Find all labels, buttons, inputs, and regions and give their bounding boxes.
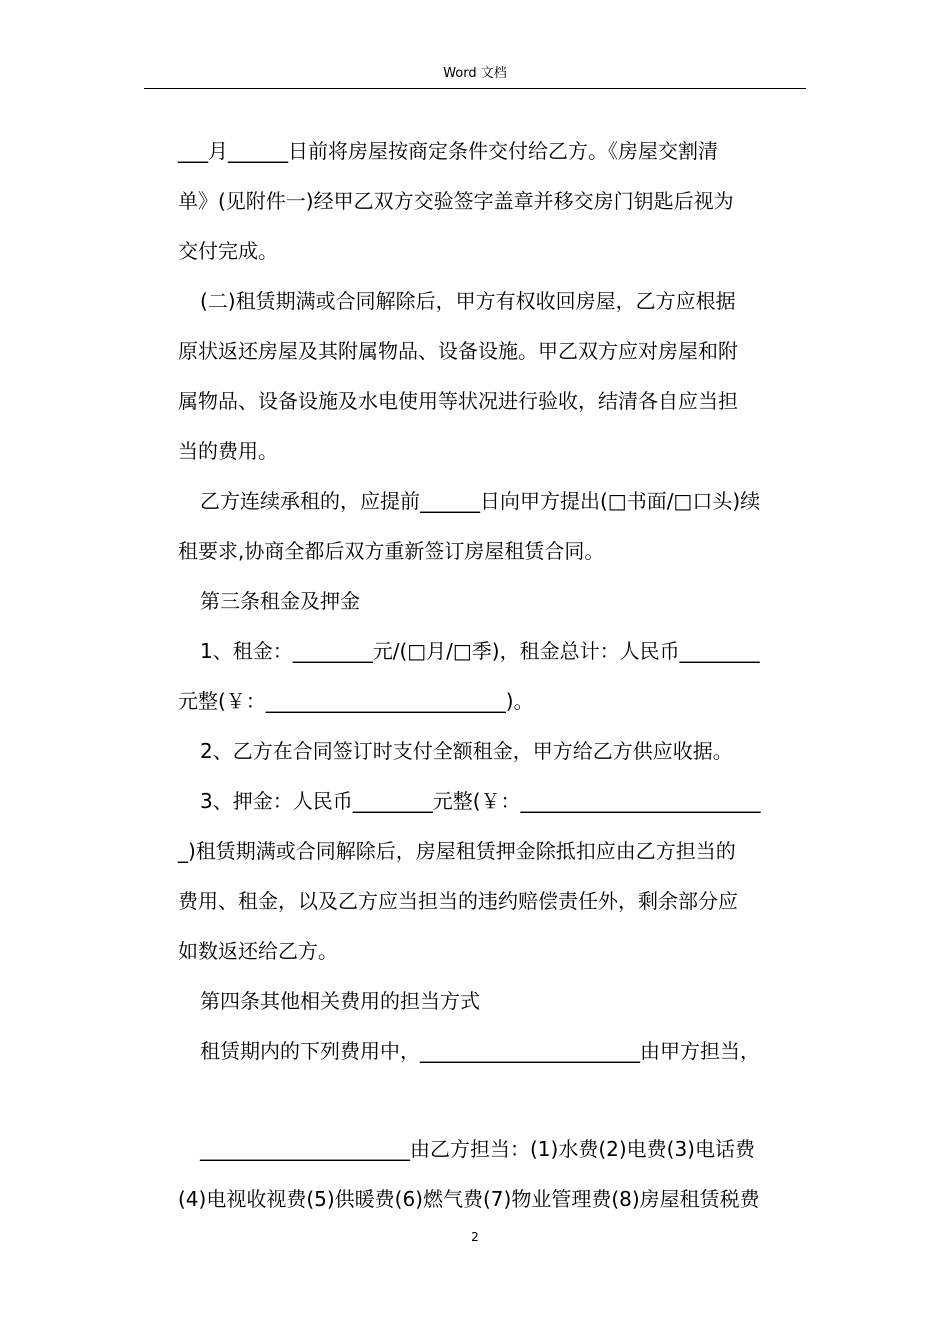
header-divider [144, 88, 806, 89]
section-heading: 第三条租金及押金 [200, 589, 360, 613]
document-body [178, 126, 808, 1224]
text-line: _____________________由乙方担当：(1)水费(2)电费(3)电话费 [200, 1137, 755, 1161]
text-line: 租要求,协商全都后双方重新签订房屋租赁合同。 [178, 539, 605, 563]
text-line: 1、租金：________元/(□月/□季)，租金总计：人民币________ [200, 639, 760, 663]
text-line: _)租赁期满或合同解除后，房屋租赁押金除抵扣应由乙方担当的 [178, 839, 736, 863]
text-line: 如数返还给乙方。 [178, 939, 338, 963]
page-number: 2 [471, 1230, 479, 1244]
text-line: 费用、租金，以及乙方应当担当的违约赔偿责任外，剩余部分应 [178, 889, 738, 913]
page-header: Word 文档 [443, 66, 507, 81]
text-line: 交付完成。 [178, 239, 278, 263]
text-line: 元整(￥：________________________)。 [178, 689, 534, 713]
text-line: 属物品、设备设施及水电使用等状况进行验收，结清各自应当担 [178, 389, 738, 413]
text-line: (4)电视收视费(5)供暖费(6)燃气费(7)物业管理费(8)房屋租赁税费 [178, 1187, 760, 1211]
text-line: 当的费用。 [178, 439, 278, 463]
text-line: 2、乙方在合同签订时支付全额租金，甲方给乙方供应收据。 [200, 739, 733, 763]
text-line: 3、押金：人民币________元整(￥：________________________ [200, 789, 761, 813]
text-line: 乙方连续承租的，应提前______日向甲方提出(□书面/□口头)续 [200, 489, 761, 513]
text-line: (二)租赁期满或合同解除后，甲方有权收回房屋，乙方应根据 [200, 289, 736, 313]
text-line: 租赁期内的下列费用中，______________________由甲方担当， [200, 1039, 760, 1063]
text-line: ___月______日前将房屋按商定条件交付给乙方。《房屋交割清 [178, 139, 718, 163]
text-line: 单》(见附件一)经甲乙双方交验签字盖章并移交房门钥匙后视为 [178, 189, 734, 213]
section-heading: 第四条其他相关费用的担当方式 [200, 989, 480, 1013]
blank-line [178, 1076, 808, 1124]
text-line: 原状返还房屋及其附属物品、设备设施。甲乙双方应对房屋和附 [178, 339, 738, 363]
